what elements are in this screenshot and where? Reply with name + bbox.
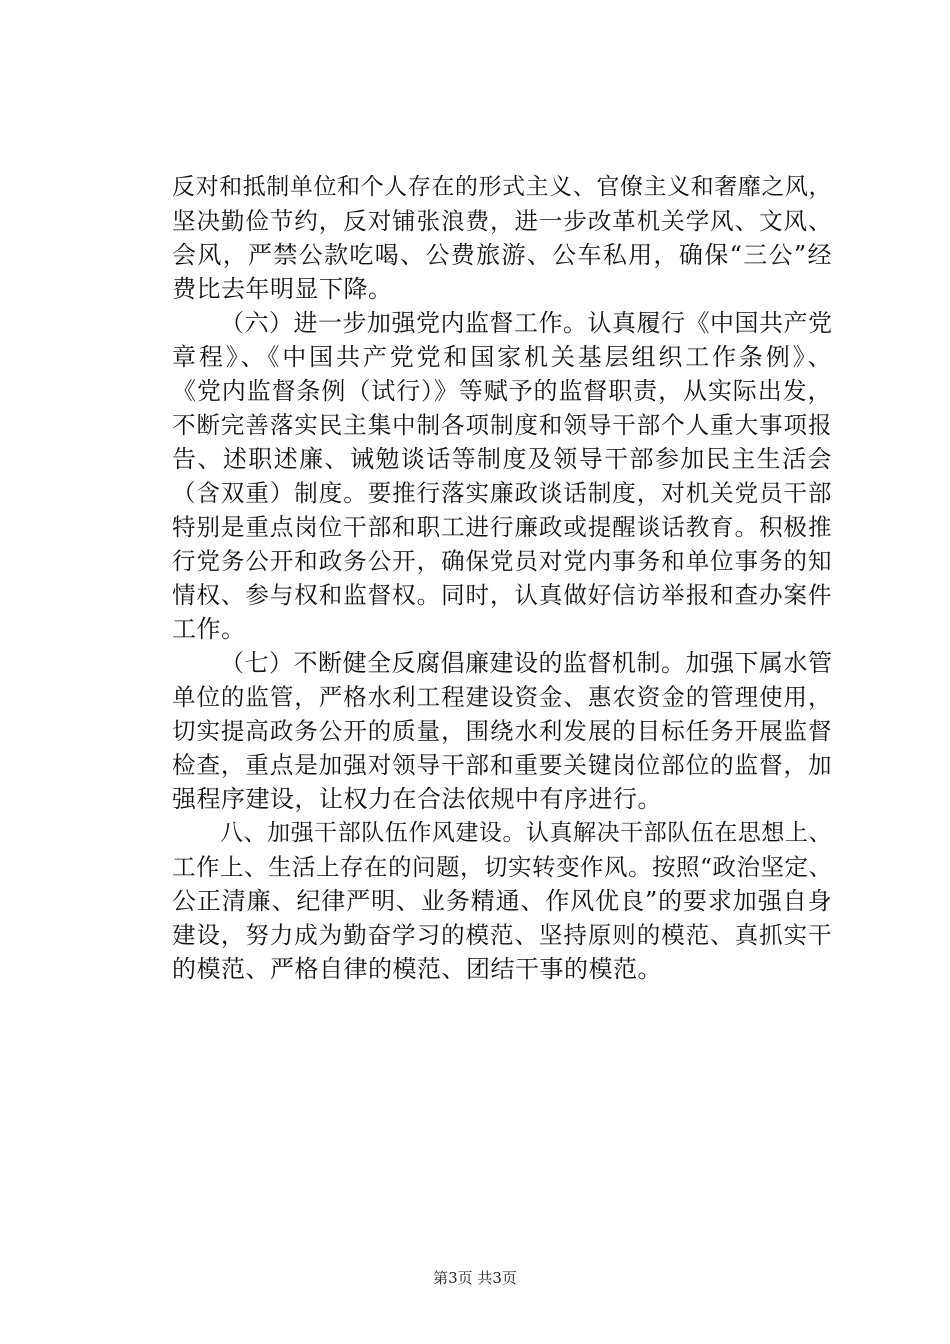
text-line: 情权、参与权和监督权。同时，认真做好信访举报和查办案件 bbox=[172, 581, 832, 609]
text-line: （六）进一步加强党内监督工作。认真履行《中国共产党 bbox=[220, 309, 833, 337]
text-line: 坚决勤俭节约，反对铺张浪费，进一步改革机关学风、文风、 bbox=[172, 207, 832, 235]
text-line: （七）不断健全反腐倡廉建设的监督机制。加强下属水管 bbox=[220, 649, 833, 677]
text-line: 八、加强干部队伍作风建设。认真解决干部队伍在思想上、 bbox=[220, 820, 832, 846]
text-line: 特别是重点岗位干部和职工进行廉政或提醒谈话教育。积极推 bbox=[172, 513, 832, 541]
text-line: 行党务公开和政务公开，确保党员对党内事务和单位事务的知 bbox=[172, 547, 832, 575]
text-line: 告、述职述廉、诫勉谈话等制度及领导干部参加民主生活会 bbox=[172, 445, 832, 473]
text-line: 公正清廉、纪律严明、业务精通、作风优良”的要求加强自身 bbox=[172, 887, 832, 915]
page-number: 第3页 共3页 bbox=[433, 1269, 517, 1287]
document-body bbox=[172, 170, 832, 986]
text-line: （含双重）制度。要推行落实廉政谈话制度，对机关党员干部 bbox=[172, 479, 832, 507]
text-line: 《党内监督条例（试行）》等赋予的监督职责，从实际出发， bbox=[172, 377, 832, 405]
text-line: 切实提高政务公开的质量，围绕水利发展的目标任务开展监督 bbox=[172, 717, 832, 745]
text-line: 工作上、生活上存在的问题，切实转变作风。按照“政治坚定、 bbox=[172, 853, 833, 881]
text-line: 费比去年明显下降。 bbox=[172, 275, 393, 303]
text-line: 工作。 bbox=[172, 615, 246, 643]
text-line: 建设，努力成为勤奋学习的模范、坚持原则的模范、真抓实干 bbox=[172, 921, 832, 949]
text-line: 强程序建设，让权力在合法依规中有序进行。 bbox=[172, 785, 662, 813]
text-line: 章程》、《中国共产党党和国家机关基层组织工作条例》、 bbox=[172, 343, 832, 371]
text-line: 单位的监管，严格水利工程建设资金、惠农资金的管理使用， bbox=[172, 683, 832, 711]
text-line: 反对和抵制单位和个人存在的形式主义、官僚主义和奢靡之风， bbox=[172, 174, 832, 200]
page-footer bbox=[0, 1268, 950, 1288]
text-line: 不断完善落实民主集中制各项制度和领导干部个人重大事项报 bbox=[172, 411, 832, 439]
text-line: 的模范、严格自律的模范、团结干事的模范。 bbox=[172, 955, 662, 983]
text-line: 检查，重点是加强对领导干部和重要关键岗位部位的监督，加 bbox=[172, 751, 832, 779]
text-line: 会风，严禁公款吃喝、公费旅游、公车私用，确保“三公”经 bbox=[172, 241, 832, 269]
